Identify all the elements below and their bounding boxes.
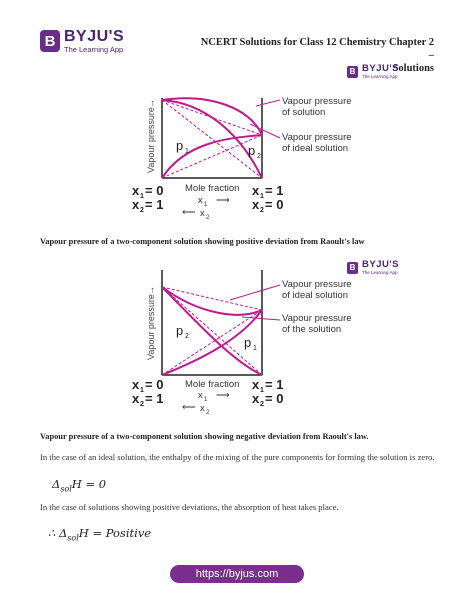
- footer-url-link[interactable]: https://byjus.com: [170, 565, 304, 583]
- fig1-x1-right: x: [252, 183, 260, 198]
- fig1-label-bottom-line1: Vapour pressure: [282, 132, 352, 143]
- fig2-x1-left-sub: 1: [140, 387, 144, 394]
- figure2-logo-brand: BYJU'S: [362, 259, 399, 270]
- logo-tagline: The Learning App: [64, 44, 124, 54]
- fig2-p-left-sub: 2: [185, 333, 189, 340]
- fig1-right-arrow-icon: ⟶: [216, 195, 230, 206]
- fig2-x2-right: x: [252, 391, 260, 406]
- fig1-y-axis-label: Vapour pressure: [146, 107, 156, 173]
- fig1-arrow-x2: x: [200, 208, 205, 219]
- fig2-x1-left-val: = 0: [145, 377, 164, 392]
- figure2-caption: Vapour pressure of a two-component solution showing negative deviation from Raoult's law.: [40, 432, 369, 441]
- figure1-logo-brand: BYJU'S: [362, 63, 399, 74]
- fig2-x1-right-sub: 1: [260, 387, 264, 394]
- header-title-line1: NCERT Solutions for Class 12 Chemistry Chapter 2 –: [200, 37, 434, 62]
- fig1-p-left: p: [176, 138, 184, 153]
- fig2-x2-left-val: = 1: [145, 391, 164, 406]
- equation-positive: [48, 526, 151, 542]
- fig2-x2-right-val: = 0: [265, 391, 284, 406]
- fig2-y-axis-label: Vapour pressure: [146, 294, 156, 360]
- fig1-arrow-x1-sub: 1: [204, 202, 208, 208]
- figure1-caption: Vapour pressure of a two-component solution showing positive deviation from Raoult's law: [40, 237, 365, 246]
- fig2-y-arrow-icon: →: [146, 286, 156, 295]
- fig1-x2-right: x: [252, 197, 260, 212]
- fig1-x2-right-sub: 2: [260, 207, 264, 214]
- eq2-prefix: ∴ Δ: [48, 526, 68, 540]
- figure2-diagram: [130, 265, 370, 417]
- fig2-label-bottom-line1: Vapour pressure: [282, 313, 352, 324]
- fig1-p-left-sub: 1: [185, 148, 189, 155]
- fig1-pointer-top: [256, 100, 280, 106]
- fig2-mole-fraction: Mole fraction: [185, 379, 240, 390]
- fig2-p-right-sub: 1: [253, 345, 257, 352]
- fig1-arrow-x2-sub: 2: [206, 215, 210, 221]
- fig2-x1-left: x: [132, 377, 140, 392]
- fig1-p-right: p: [248, 143, 256, 158]
- paragraph-ideal: In the case of an ideal solution, the enthalpy of the mixing of the pure components for forming the solution is zero.: [40, 452, 435, 462]
- paragraph-positive: In the case of solutions showing positive deviations, the absorption of heat takes place.: [40, 502, 339, 512]
- fig1-p-right-sub: 2: [257, 153, 261, 160]
- fig1-label-bottom-line2: of ideal solution: [282, 143, 349, 154]
- fig2-left-arrow-icon: ⟵: [182, 402, 196, 413]
- fig1-x2-right-val: = 0: [265, 197, 284, 212]
- fig2-x2-right-sub: 2: [260, 401, 264, 408]
- equation-ideal: [52, 477, 106, 493]
- fig1-x2-left: x: [132, 197, 140, 212]
- fig1-x1-left: x: [132, 183, 140, 198]
- fig1-x1-left-sub: 1: [140, 193, 144, 200]
- figure1-logo-tag: The Learning App: [362, 73, 398, 79]
- fig2-arrow-x2: x: [200, 403, 205, 414]
- fig1-x2-left-sub: 2: [140, 207, 144, 214]
- figure2-logo-badge-icon: B: [347, 262, 358, 274]
- fig2-arrow-x1: x: [198, 390, 203, 401]
- figure1-logo: [347, 64, 399, 79]
- fig1-x1-left-val: = 0: [145, 183, 164, 198]
- fig2-p-left: p: [176, 323, 184, 338]
- fig2-pointer-top: [230, 285, 280, 300]
- fig1-y-arrow-icon: →: [146, 99, 156, 108]
- logo-badge-icon: B: [40, 30, 60, 52]
- eq1-delta: Δ: [52, 477, 61, 491]
- fig2-x1-right: x: [252, 377, 260, 392]
- fig2-ideal-total-line: [162, 287, 262, 310]
- eq1-rest: H = 0: [71, 477, 107, 491]
- fig2-right-arrow-icon: ⟶: [216, 390, 230, 401]
- header-title-line2: Solutions: [392, 63, 434, 75]
- fig1-x1-right-val: = 1: [265, 183, 284, 198]
- byjus-logo: [40, 24, 128, 58]
- eq2-sub: sol: [67, 533, 79, 543]
- eq2-rest: H = Positive: [78, 526, 152, 540]
- figure1-diagram: [130, 78, 370, 230]
- fig2-label-top-line2: of ideal solution: [282, 290, 349, 301]
- fig1-arrow-x1: x: [198, 195, 203, 206]
- fig1-mole-fraction: Mole fraction: [185, 183, 240, 194]
- fig2-arrow-x1-sub: 1: [204, 397, 208, 403]
- fig1-x2-left-val: = 1: [145, 197, 164, 212]
- fig1-label-top-line1: Vapour pressure: [282, 96, 352, 107]
- eq1-sub: sol: [60, 484, 72, 494]
- fig2-p-right: p: [244, 335, 252, 350]
- fig2-arrow-x2-sub: 2: [206, 410, 210, 416]
- fig2-label-bottom-line2: of the solution: [282, 324, 342, 335]
- logo-brand: BYJU'S: [64, 27, 125, 45]
- fig2-x1-right-val: = 1: [265, 377, 284, 392]
- fig2-x2-left: x: [132, 391, 140, 406]
- figure1-logo-badge-icon: B: [347, 66, 358, 78]
- fig2-label-top-line1: Vapour pressure: [282, 279, 352, 290]
- fig1-left-arrow-icon: ⟵: [182, 207, 196, 218]
- fig2-x2-left-sub: 2: [140, 401, 144, 408]
- figure2-logo-tag: The Learning App: [362, 269, 398, 275]
- fig1-label-top-line2: of solution: [282, 107, 326, 118]
- fig1-x1-right-sub: 1: [260, 193, 264, 200]
